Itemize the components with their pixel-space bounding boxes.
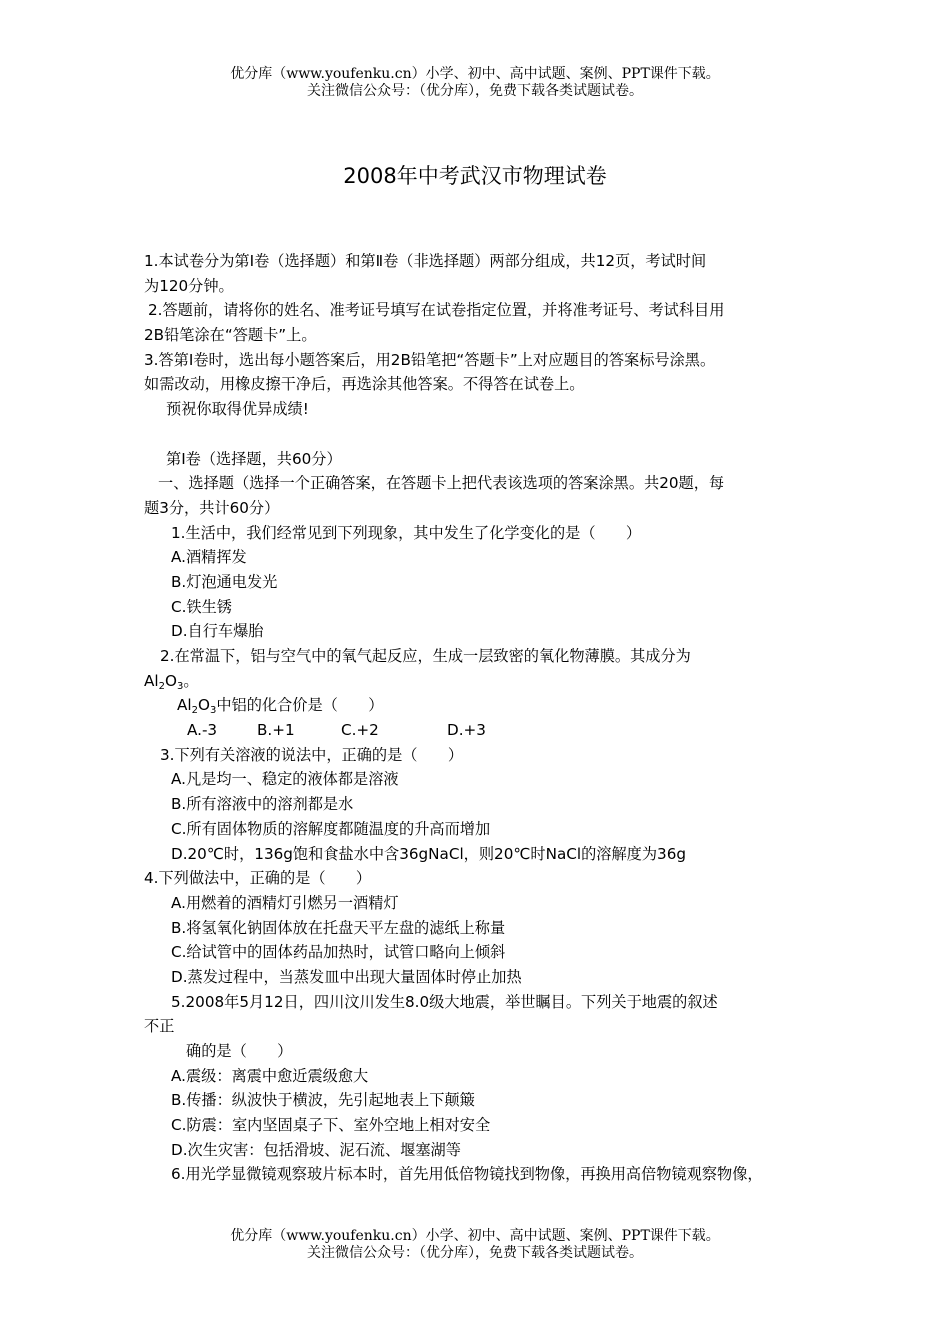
- formula-al: Al: [177, 696, 192, 715]
- question-3-option-b: B.所有溶液中的溶剂都是水: [171, 795, 354, 814]
- question-3-stem: 3.下列有关溶液的说法中，正确的是（ ）: [160, 745, 464, 764]
- formula-al: Al: [144, 671, 159, 690]
- instruction-1-line-1: 1.本试卷分为第Ⅰ卷（选择题）和第Ⅱ卷（非选择题）两部分组成，共12页，考试时间: [144, 252, 707, 270]
- formula-subscript-3: 3: [176, 680, 184, 692]
- formula-subscript-3: 3: [209, 705, 217, 717]
- question-4-option-d: D.蒸发过程中，当蒸发皿中出现大量固体时停止加热: [171, 967, 522, 986]
- question-5-stem-line-3: 确的是（ ）: [186, 1042, 293, 1060]
- page-title: 2008年中考武汉市物理试卷: [343, 164, 607, 188]
- question-1-option-a: A.酒精挥发: [171, 548, 247, 567]
- spacer: [144, 422, 824, 447]
- instruction-3-line-2: 如需改动，用橡皮擦干净后，再选涂其他答案。不得答在试卷上。: [144, 375, 585, 394]
- instruction-3-line-1: 3.答第Ⅰ卷时，选出每小题答案后，用2B铅笔把“答题卡”上对应题目的答案标号涂黑。: [144, 350, 716, 369]
- question-2-formula-line: [144, 669, 824, 694]
- question-2-option-c: C.+2: [341, 721, 379, 740]
- instruction-1-line-2: 为120分钟。: [144, 276, 234, 295]
- question-1-option-b: B.灯泡通电发光: [171, 572, 278, 591]
- formula-o: O: [197, 696, 210, 715]
- question-2-stem-text: 中铝的化合价是（ ）: [216, 696, 384, 715]
- formula-end: 。: [183, 671, 199, 690]
- question-5-option-d: D.次生灾害：包括滑坡、泥石流、堰塞湖等: [171, 1140, 461, 1159]
- header-line-2: 关注微信公众号：（优分库），免费下载各类试题试卷。: [307, 83, 643, 99]
- instruction-2-line-2: 2B铅笔涂在“答题卡”上。: [144, 326, 317, 345]
- question-4-option-b: B.将氢氧化钠固体放在托盘天平左盘的滤纸上称量: [171, 918, 506, 937]
- page-footer: [0, 1228, 950, 1262]
- question-5-option-a: A.震级：离震中愈近震级愈大: [171, 1066, 369, 1085]
- header-line-1: 优分库（www.youfenku.cn）小学、初中、高中试题、案例、PPT课件下载。: [230, 66, 720, 82]
- footer-line-1: 优分库（www.youfenku.cn）小学、初中、高中试题、案例、PPT课件下载。: [230, 1228, 720, 1244]
- question-1-stem: 1.生活中，我们经常见到下列现象，其中发生了化学变化的是（ ）: [171, 523, 642, 542]
- question-2-stem-line-3: [144, 693, 824, 718]
- instruction-2-line-1: 2.答题前，请将你的姓名、准考证号填写在试卷指定位置，并将准考证号、考试科目用: [148, 301, 725, 320]
- section-description-line-1: 一、选择题（选择一个正确答案，在答题卡上把代表该选项的答案涂黑。共20题，每: [158, 474, 725, 493]
- question-3-option-d: D.20℃时，136g饱和食盐水中含36gNaCl，则20℃时NaCl的溶解度为36g: [171, 844, 687, 863]
- page-header: [0, 66, 950, 100]
- question-5-option-c: C.防震：室内坚固桌子下、室外空地上相对安全: [171, 1116, 491, 1135]
- footer-line-2: 关注微信公众号：（优分库），免费下载各类试题试卷。: [307, 1245, 643, 1261]
- question-5-stem-line-1: 5.2008年5月12日，四川汶川发生8.0级大地震，举世瞩目。下列关于地震的叙述: [171, 992, 718, 1011]
- good-luck-text: 预祝你取得优异成绩!: [166, 400, 309, 419]
- question-1-option-d: D.自行车爆胎: [171, 622, 264, 641]
- question-3-option-a: A.凡是均一、稳定的液体都是溶液: [171, 770, 399, 789]
- question-2-options: [144, 718, 824, 743]
- question-4-option-a: A.用燃着的酒精灯引燃另一酒精灯: [171, 893, 399, 912]
- document-body: [144, 249, 824, 1187]
- question-4-option-c: C.给试管中的固体药品加热时，试管口略向上倾斜: [171, 943, 506, 962]
- section-description-line-2: 题3分，共计60分）: [144, 498, 280, 517]
- question-2-stem-line-1: 2.在常温下，铝与空气中的氧气起反应，生成一层致密的氧化物薄膜。其成分为: [160, 647, 691, 665]
- question-2-option-d: D.+3: [447, 721, 486, 740]
- formula-o: O: [164, 671, 177, 690]
- question-4-stem: 4.下列做法中，正确的是（ ）: [144, 869, 372, 888]
- question-3-option-c: C.所有固体物质的溶解度都随温度的升高而增加: [171, 819, 491, 838]
- question-1-option-c: C.铁生锈: [171, 597, 232, 616]
- question-2-option-b: B.+1: [257, 721, 295, 740]
- section-title: 第Ⅰ卷（选择题，共60分）: [166, 449, 342, 468]
- formula-subscript-2: 2: [158, 680, 165, 692]
- question-2-option-a: A.-3: [187, 721, 218, 740]
- question-6-stem: 6.用光学显微镜观察玻片标本时，首先用低倍物镜找到物像，再换用高倍物镜观察物像，: [171, 1165, 763, 1184]
- formula-subscript-2: 2: [191, 705, 198, 717]
- question-5-option-b: B.传播：纵波快于横波，先引起地表上下颠簸: [171, 1091, 475, 1110]
- question-5-stem-line-2: 不正: [144, 1017, 175, 1036]
